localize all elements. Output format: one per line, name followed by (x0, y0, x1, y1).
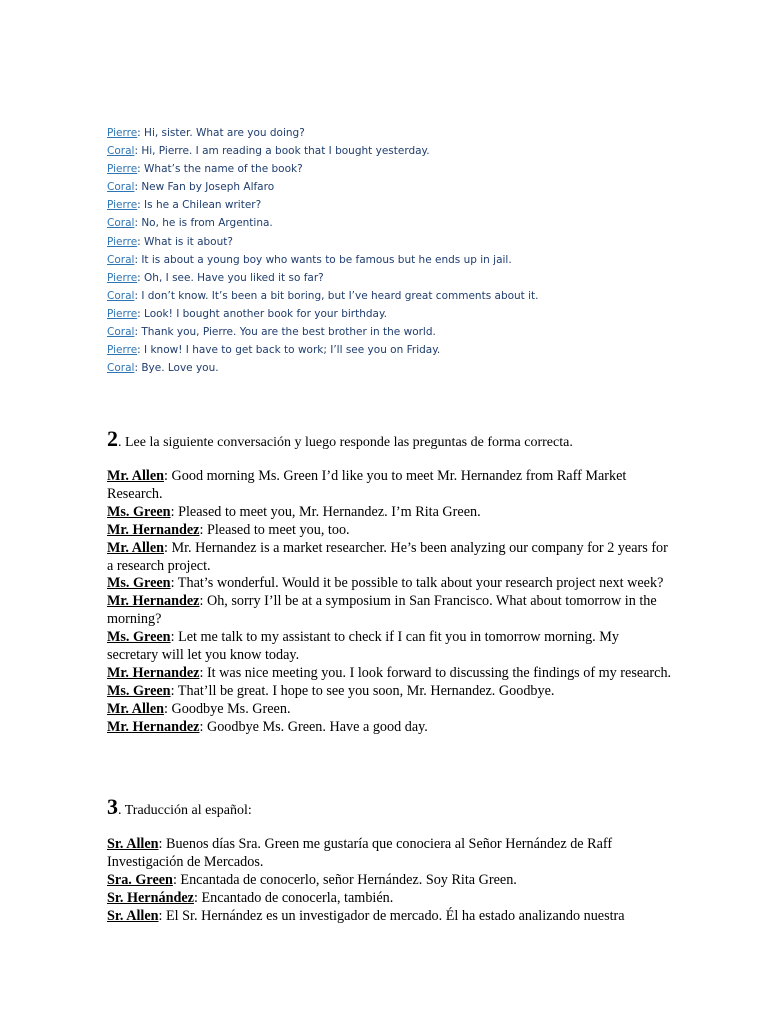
speaker-name: Ms. Green (107, 682, 171, 699)
dialog-line (107, 196, 707, 214)
dialog-spanish (107, 836, 672, 926)
speaker-name: Sr. Hernández (107, 889, 194, 906)
dialog-line (107, 269, 707, 287)
line-text: : Bye. Love you. (134, 362, 219, 375)
dialog-english (107, 468, 672, 737)
line-text: : Hi, Pierre. I am reading a book that I bought yesterday. (134, 145, 430, 158)
dialog-line (107, 540, 672, 576)
section-instruction: . Lee la siguiente conversación y luego responde las preguntas de forma correcta. (118, 435, 573, 450)
speaker-name: Mr. Hernandez (107, 593, 200, 610)
speaker-name: Coral (107, 253, 135, 266)
speaker-name: Sr. Allen (107, 836, 159, 852)
speaker-name: Pierre (107, 127, 138, 139)
dialog-line (107, 683, 672, 701)
dialog-line (107, 214, 707, 232)
line-text: : Thank you, Pierre. You are the best brother in the world. (134, 326, 436, 339)
section-2-heading (107, 428, 672, 454)
dialog-line (107, 872, 672, 890)
speaker-name: Coral (107, 326, 135, 339)
line-text: : I don’t know. It’s been a bit boring, but I’ve heard great comments about it. (134, 289, 539, 302)
speaker-name: Mr. Allen (107, 468, 165, 484)
line-text: : It is about a young boy who wants to be famous but he ends up in jail. (134, 253, 512, 266)
speaker-name: Coral (107, 289, 135, 302)
line-text: : Look! I bought another book for your birthday. (137, 307, 388, 320)
speaker-name: Sr. Allen (107, 907, 159, 924)
dialog-line (107, 629, 672, 665)
line-text: : That’s wonderful. Would it be possible to talk about your research project next week? (170, 575, 664, 592)
speaker-name: Mr. Hernandez (107, 664, 200, 681)
section-2 (107, 428, 672, 737)
line-text: : Mr. Hernandez is a market researcher. He’s been analyzing our company for 2 years for a research project. (107, 539, 668, 574)
speaker-name: Pierre (107, 271, 138, 284)
section-3-heading (107, 796, 672, 822)
dialog-pierre-coral (107, 124, 707, 377)
speaker-name: Pierre (107, 235, 138, 248)
speaker-name: Pierre (107, 163, 138, 176)
dialog-line (107, 504, 672, 522)
speaker-name: Coral (107, 362, 135, 375)
speaker-name: Ms. Green (107, 503, 171, 520)
line-text: : Is he a Chilean writer? (137, 199, 262, 212)
dialog-line (107, 908, 672, 926)
speaker-name: Sra. Green (107, 871, 173, 888)
line-text: : Goodbye Ms. Green. (164, 700, 291, 717)
line-text: : Oh, sorry I’ll be at a symposium in San Francisco. What about tomorrow in the morning? (107, 593, 657, 628)
speaker-name: Mr. Hernandez (107, 521, 200, 538)
speaker-name: Coral (107, 217, 135, 230)
dialog-line (107, 468, 672, 504)
speaker-name: Mr. Hernandez (107, 718, 200, 735)
dialog-line (107, 719, 672, 737)
line-text: : Encantado de conocerla, también. (193, 889, 394, 906)
dialog-line (107, 665, 672, 683)
dialog-line (107, 287, 707, 305)
line-text: : Encantada de conocerlo, señor Hernández. Soy Rita Green. (172, 871, 517, 888)
dialog-line (107, 251, 707, 269)
line-text: : Goodbye Ms. Green. Have a good day. (199, 718, 428, 735)
speaker-name: Pierre (107, 307, 138, 320)
dialog-line (107, 359, 707, 377)
speaker-name: Ms. Green (107, 575, 171, 592)
line-text: : I know! I have to get back to work; I’ll see you on Friday. (137, 344, 441, 357)
dialog-line (107, 341, 707, 359)
speaker-name: Coral (107, 181, 135, 194)
speaker-name: Pierre (107, 199, 138, 212)
line-text: : What’s the name of the book? (137, 163, 303, 176)
section-3 (107, 796, 672, 926)
dialog-line (107, 305, 707, 323)
speaker-name: Ms. Green (107, 629, 171, 646)
line-text: : El Sr. Hernández es un investigador de mercado. Él ha estado analizando nuestra (158, 907, 625, 924)
dialog-line (107, 178, 707, 196)
line-text: : Let me talk to my assistant to check if I can fit you in tomorrow morning. My secretary will let you know today. (107, 629, 619, 664)
line-text: : Oh, I see. Have you liked it so far? (137, 271, 324, 284)
dialog-line (107, 233, 707, 251)
dialog-line (107, 701, 672, 719)
dialog-line (107, 575, 672, 593)
line-text: : It was nice meeting you. I look forward to discussing the findings of my research. (199, 664, 672, 681)
line-text: : No, he is from Argentina. (134, 217, 273, 230)
dialog-line (107, 836, 672, 872)
line-text: : That’ll be great. I hope to see you soon, Mr. Hernandez. Goodbye. (170, 682, 555, 699)
speaker-name: Mr. Allen (107, 700, 165, 717)
line-text: : Pleased to meet you, too. (199, 521, 350, 538)
dialog-line (107, 593, 672, 629)
dialog-line (107, 323, 707, 341)
dialog-line (107, 522, 672, 540)
line-text: : Buenos días Sra. Green me gustaría que conociera al Señor Hernández de Raff Investigación de Mercados. (107, 836, 613, 870)
line-text: : Hi, sister. What are you doing? (137, 127, 305, 139)
line-text: : Pleased to meet you, Mr. Hernandez. I’m Rita Green. (170, 503, 481, 520)
line-text: : What is it about? (137, 235, 233, 248)
dialog-line (107, 124, 707, 142)
section-number: 3 (107, 794, 118, 819)
line-text: : New Fan by Joseph Alfaro (134, 181, 275, 194)
section-instruction: . Traducción al español: (118, 803, 252, 818)
line-text: : Good morning Ms. Green I’d like you to meet Mr. Hernandez from Raff Market Research. (107, 468, 627, 502)
dialog-line (107, 160, 707, 178)
speaker-name: Coral (107, 145, 135, 158)
speaker-name: Pierre (107, 344, 138, 357)
speaker-name: Mr. Allen (107, 539, 165, 556)
dialog-line (107, 142, 707, 160)
dialog-line (107, 890, 672, 908)
section-number: 2 (107, 426, 118, 451)
